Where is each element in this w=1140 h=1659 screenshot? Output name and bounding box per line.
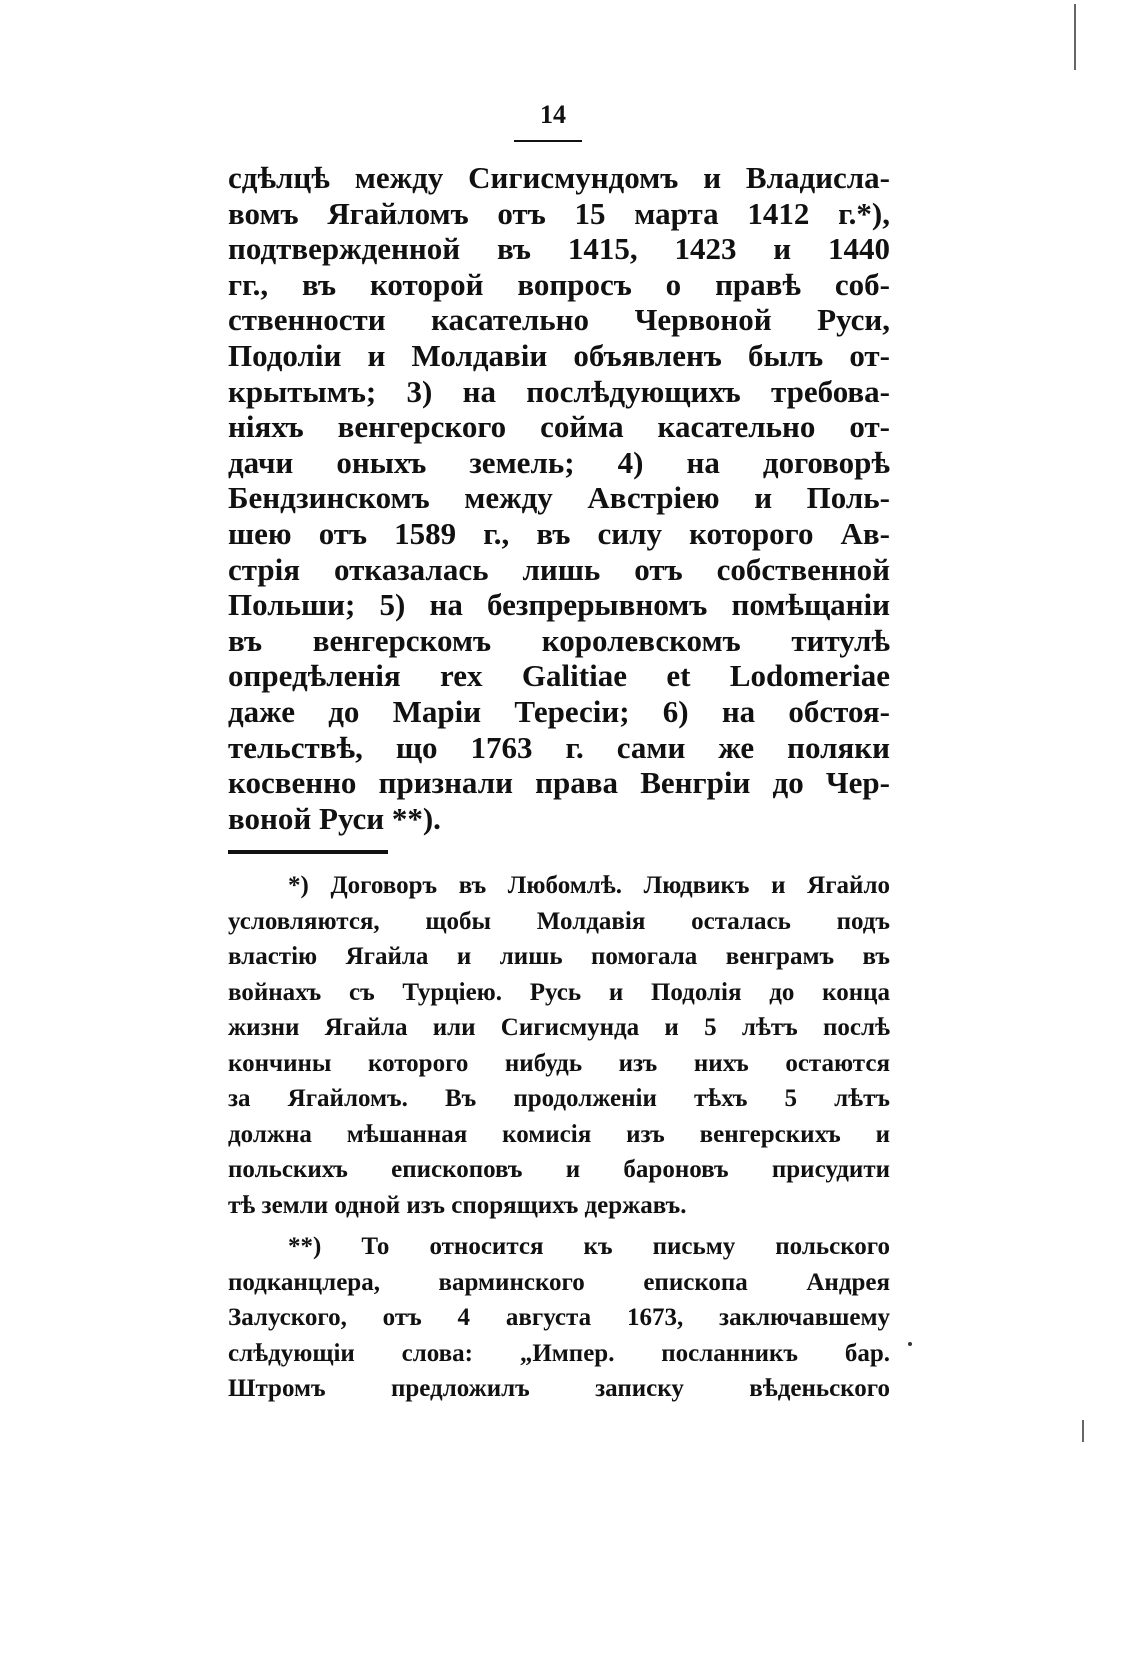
scan-speck xyxy=(908,1342,912,1346)
text-line: стрія отказалась лишь отъ собственной xyxy=(228,551,890,587)
footnote-line: польскихъ епископовъ и бароновъ присудити xyxy=(228,1156,890,1183)
text-line: ніяхъ венгерского сойма касательно от- xyxy=(228,409,890,445)
text-line: тельствѣ, що 1763 г. сами же поляки xyxy=(228,729,890,765)
footnote-2 xyxy=(228,1229,890,1407)
text-line: опредѣленія rex Galitiae et Lodomeriae xyxy=(228,658,890,694)
footnote-line: *) Договоръ въ Любомлѣ. Людвикъ и Ягайло xyxy=(288,872,890,899)
footnote-line: Залуского, отъ 4 августа 1673, заключавшему xyxy=(228,1304,890,1331)
footnote-line: **) То относится къ письму польского xyxy=(288,1233,890,1260)
footnote-line: за Ягайломъ. Въ продолженіи тѣхъ 5 лѣтъ xyxy=(228,1085,890,1112)
text-line: ственности касательно Червоной Руси, xyxy=(228,302,890,338)
footnote-line: войнахъ съ Турціею. Русь и Подолія до конца xyxy=(228,978,890,1006)
footnote-line: жизни Ягайла или Сигисмунда и 5 лѣтъ послѣ xyxy=(228,1014,890,1041)
footnote-line: тѣ земли одной изъ спорящихъ державъ. xyxy=(228,1191,687,1219)
text-line: вомъ Ягайломъ отъ 15 марта 1412 г.*), xyxy=(228,195,890,231)
text-line: Подоліи и Молдавіи объявленъ былъ от- xyxy=(228,337,890,373)
scan-edge-mark xyxy=(1082,1420,1084,1442)
footnote-line: должна мѣшанная комисія изъ венгерскихъ и xyxy=(228,1120,890,1148)
text-line: Польши; 5) на безпрерывномъ помѣщаніи xyxy=(228,587,890,623)
scan-edge-mark xyxy=(1074,4,1076,70)
footnote-line: слѣдующіи слова: „Импер. посланникъ бар. xyxy=(228,1339,890,1367)
text-line: даже до Маріи Тересіи; 6) на обстоя- xyxy=(228,693,890,729)
footnotes xyxy=(228,868,890,1407)
text-line: воной Руси **). xyxy=(228,800,441,836)
text-line: шею отъ 1589 г., въ силу которого Ав- xyxy=(228,515,890,551)
footnote-line: властію Ягайла и лишь помогала венграмъ въ xyxy=(228,943,890,970)
text-line: въ венгерскомъ королевскомъ титулѣ xyxy=(228,622,890,658)
text-line: гг., въ которой вопросъ о правѣ соб- xyxy=(228,266,890,302)
footnote-line: кончины которого нибудь изъ нихъ остаются xyxy=(228,1049,890,1077)
page-number: 14 xyxy=(540,100,566,129)
footnote-line: условляются, щобы Молдавія осталась подъ xyxy=(228,907,890,935)
footnote-separator xyxy=(228,850,388,854)
footnote-1 xyxy=(228,868,890,1223)
text-line: дачи оныхъ земель; 4) на договорѣ xyxy=(228,444,890,480)
text-line: подтвержденной въ 1415, 1423 и 1440 xyxy=(228,231,890,267)
footnote-line: Штромъ предложилъ записку вѣденьского xyxy=(228,1375,890,1402)
text-line: Бендзинскомъ между Австріею и Поль- xyxy=(228,480,890,516)
footnote-line: подканцлера, варминского епископа Андрея xyxy=(228,1268,890,1296)
text-line: косвенно признали права Венгріи до Чер- xyxy=(228,765,890,801)
text-line: сдѣлцѣ между Сигисмундомъ и Владисла- xyxy=(228,160,890,195)
text-line: крытымъ; 3) на послѣдующихъ требова- xyxy=(228,373,890,409)
main-text xyxy=(228,160,890,836)
page-number-underline xyxy=(514,140,582,142)
